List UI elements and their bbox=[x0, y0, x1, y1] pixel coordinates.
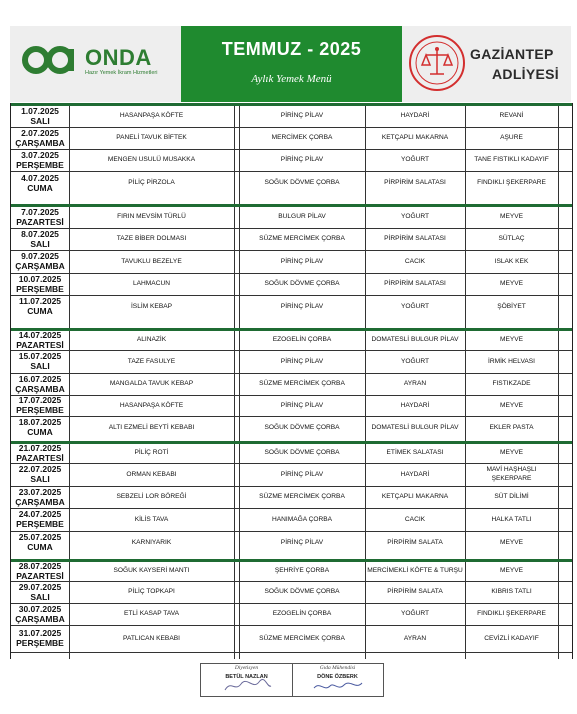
dessert-cell: İRMİK HELVASI bbox=[487, 357, 536, 365]
weekday-text: CUMA bbox=[27, 306, 53, 316]
menu-row bbox=[11, 603, 572, 625]
menu-table bbox=[10, 103, 573, 659]
date-cell bbox=[11, 296, 69, 318]
date-cell bbox=[11, 251, 69, 273]
main-dish-cell: KİLİS TAVA bbox=[134, 515, 169, 523]
date-cell bbox=[11, 626, 69, 652]
side-dish-cell: DOMATESLİ BULGUR PİLAV bbox=[371, 336, 459, 344]
weekday-text: PAZARTESİ bbox=[16, 452, 64, 463]
institution-subname: ADLİYESİ bbox=[492, 66, 559, 82]
soup-or-side-cell: PİRİNÇ PİLAV bbox=[280, 112, 324, 120]
menu-row bbox=[11, 171, 572, 195]
weekday-text: ÇARŞAMBA bbox=[15, 496, 65, 507]
menu-row bbox=[11, 395, 572, 416]
date-cell bbox=[11, 464, 69, 486]
weekday-text: ÇARŞAMBA bbox=[15, 261, 65, 271]
soup-or-side-cell: PİRİNÇ PİLAV bbox=[280, 257, 324, 265]
weekday-text: PERŞEMBE bbox=[16, 405, 64, 415]
dessert-cell: MEYVE bbox=[499, 567, 524, 575]
weekday-text: PERŞEMBE bbox=[16, 159, 64, 170]
menu-row bbox=[11, 127, 572, 149]
menu-row bbox=[11, 103, 572, 127]
soup-or-side-cell: SOĞUK DÖVME ÇORBA bbox=[264, 280, 340, 288]
page-subtitle: Aylık Yemek Menü bbox=[251, 73, 332, 85]
menu-row bbox=[11, 508, 572, 531]
main-dish-cell: ALINAZİK bbox=[136, 336, 167, 344]
date-text: 24.07.2025 bbox=[18, 509, 62, 520]
date-cell bbox=[11, 487, 69, 508]
menu-row bbox=[11, 204, 572, 228]
side-dish-cell: AYRAN bbox=[403, 380, 427, 388]
signature-name: DÖNE ÖZBERK bbox=[317, 674, 358, 680]
date-text: 10.07.2025 bbox=[18, 273, 62, 284]
soup-or-side-cell: SOĞUK DÖVME ÇORBA bbox=[264, 449, 340, 457]
side-dish-cell: YOĞURT bbox=[400, 213, 430, 221]
company-name: ONDA bbox=[85, 45, 152, 70]
dessert-cell: CEVİZLİ KADAYIF bbox=[484, 634, 539, 642]
main-dish-cell: MENGEN USULÜ MUSAKKA bbox=[107, 156, 196, 164]
side-dish-cell: HAYDARİ bbox=[400, 112, 430, 120]
title-panel bbox=[181, 26, 402, 102]
side-dish-cell: KETÇAPLI MAKARNA bbox=[381, 134, 449, 142]
side-dish-cell: MERCİMEKLİ KÖFTE & TURŞU bbox=[367, 567, 463, 575]
side-dish-cell: HAYDARİ bbox=[400, 470, 430, 478]
soup-or-side-cell: PİRİNÇ PİLAV bbox=[280, 156, 324, 164]
dessert-cell: SÜT DİLİMİ bbox=[494, 493, 529, 501]
date-text: 1.07.2025 bbox=[21, 105, 59, 116]
date-cell bbox=[11, 532, 69, 554]
menu-row bbox=[11, 441, 572, 463]
date-text: 7.07.2025 bbox=[21, 206, 59, 217]
weekday-text: PAZARTESİ bbox=[16, 570, 64, 581]
dessert-cell: KIBRIS TATLI bbox=[491, 588, 532, 596]
menu-row bbox=[11, 250, 572, 273]
date-text: 9.07.2025 bbox=[21, 251, 59, 262]
date-text: 23.07.2025 bbox=[18, 486, 62, 497]
main-dish-cell: HASANPAŞA KÖFTE bbox=[119, 112, 184, 120]
weekday-text: ÇARŞAMBA bbox=[15, 613, 65, 624]
date-cell bbox=[11, 351, 69, 373]
date-text: 4.07.2025 bbox=[21, 172, 59, 183]
handwritten-signature-icon bbox=[219, 678, 275, 694]
date-cell bbox=[11, 417, 69, 439]
dessert-cell: FINDIKLI ŞEKERPARE bbox=[477, 179, 546, 187]
menu-row bbox=[11, 416, 572, 439]
menu-row bbox=[11, 559, 572, 581]
onda-logo-icon bbox=[20, 44, 90, 76]
company-tagline: Hazır Yemek İkram Hizmetleri bbox=[85, 70, 158, 76]
main-dish-cell: MANGALDA TAVUK KEBAP bbox=[109, 380, 194, 388]
justice-seal-icon bbox=[408, 34, 466, 92]
weekday-text: PERŞEMBE bbox=[16, 638, 64, 648]
handwritten-signature-icon bbox=[310, 678, 366, 694]
weekday-text: ÇARŞAMBA bbox=[15, 137, 65, 148]
page-title: TEMMUZ - 2025 bbox=[221, 39, 362, 59]
main-dish-cell: FIRIN MEVSİM TÜRLÜ bbox=[117, 213, 186, 221]
side-dish-cell: PİRPİRİM SALATA bbox=[387, 538, 443, 546]
side-dish-cell: ETİMEK SALATASI bbox=[386, 449, 444, 457]
date-cell bbox=[11, 229, 69, 250]
side-dish-cell: AYRAN bbox=[403, 634, 427, 642]
dietitian-signature bbox=[201, 664, 293, 696]
soup-or-side-cell: SÜZME MERCİMEK ÇORBA bbox=[259, 493, 345, 501]
main-dish-cell: ETLİ KASAP TAVA bbox=[123, 610, 180, 618]
food-engineer-signature bbox=[292, 664, 383, 696]
weekday-text: CUMA bbox=[27, 182, 53, 193]
date-cell bbox=[11, 274, 69, 295]
signature-box bbox=[200, 663, 384, 697]
dessert-cell: SÜTLAÇ bbox=[498, 235, 525, 243]
dessert-cell: ISLAK KEK bbox=[494, 257, 529, 265]
date-cell bbox=[11, 562, 69, 581]
main-dish-cell: TAZE FASULYE bbox=[127, 357, 176, 365]
dessert-cell: MEYVE bbox=[499, 336, 524, 344]
weekday-text: PERŞEMBE bbox=[16, 283, 64, 294]
date-cell bbox=[11, 150, 69, 171]
side-dish-cell: PİRPİRİM SALATASI bbox=[384, 179, 446, 187]
side-dish-cell: PİRPİRİM SALATASI bbox=[384, 280, 446, 288]
date-text: 28.07.2025 bbox=[18, 560, 62, 571]
main-dish-cell: ALTI EZMELİ BEYTİ KEBABI bbox=[108, 423, 195, 431]
menu-row bbox=[11, 373, 572, 395]
soup-or-side-cell: HANIMAĞA ÇORBA bbox=[271, 515, 333, 523]
menu-row bbox=[11, 463, 572, 486]
weekday-text: PAZARTESİ bbox=[16, 339, 64, 350]
dessert-cell: TANE FISTIKLI KADAYIF bbox=[474, 156, 549, 164]
soup-or-side-cell: PİRİNÇ PİLAV bbox=[280, 470, 324, 478]
menu-row bbox=[11, 149, 572, 171]
weekday-text: CUMA bbox=[27, 427, 53, 437]
menu-header bbox=[10, 26, 571, 102]
soup-or-side-cell: SOĞUK DÖVME ÇORBA bbox=[264, 588, 340, 596]
date-text: 21.07.2025 bbox=[18, 442, 62, 453]
main-dish-cell: PANELİ TAVUK BİFTEK bbox=[116, 134, 187, 142]
dessert-cell: MEYVE bbox=[499, 280, 524, 288]
soup-or-side-cell: SOĞUK DÖVME ÇORBA bbox=[264, 179, 340, 187]
main-dish-cell: TAZE BİBER DOLMASI bbox=[116, 235, 187, 243]
date-cell bbox=[11, 509, 69, 531]
menu-row bbox=[11, 581, 572, 603]
main-dish-cell: SOĞUK KAYSERİ MANTI bbox=[113, 567, 190, 575]
date-cell bbox=[11, 374, 69, 395]
soup-or-side-cell: PİRİNÇ PİLAV bbox=[280, 538, 324, 546]
side-dish-cell: KETÇAPLI MAKARNA bbox=[381, 493, 449, 501]
dessert-cell: MAVİ HAŞHAŞLI ŞEKERPARE bbox=[486, 466, 537, 482]
date-text: 11.07.2025 bbox=[18, 296, 62, 307]
date-text: 29.07.2025 bbox=[18, 581, 62, 592]
dessert-cell: MEYVE bbox=[499, 449, 524, 457]
soup-or-side-cell: PİRİNÇ PİLAV bbox=[280, 357, 324, 365]
weekday-text: CUMA bbox=[27, 542, 53, 552]
date-text: 18.07.2025 bbox=[18, 417, 62, 428]
date-text: 15.07.2025 bbox=[18, 351, 62, 362]
soup-or-side-cell: BULGUR PİLAV bbox=[278, 213, 326, 221]
date-text: 17.07.2025 bbox=[18, 395, 62, 406]
menu-row bbox=[11, 531, 572, 554]
side-dish-cell: YOĞURT bbox=[400, 610, 430, 618]
soup-or-side-cell: EZOGELİN ÇORBA bbox=[272, 336, 332, 344]
date-cell bbox=[11, 604, 69, 625]
main-dish-cell: İSLİM KEBAP bbox=[130, 302, 173, 310]
main-dish-cell: HASANPAŞA KÖFTE bbox=[119, 401, 184, 409]
date-text: 3.07.2025 bbox=[21, 149, 59, 160]
main-dish-cell: PİLİÇ ROTİ bbox=[134, 449, 169, 457]
weekday-text: SALI bbox=[30, 474, 50, 484]
menu-row bbox=[11, 273, 572, 295]
signature-role: Gıda Mühendisi bbox=[319, 665, 356, 671]
dessert-cell: MEYVE bbox=[499, 213, 524, 221]
dessert-cell: HALKA TATLI bbox=[491, 515, 532, 523]
menu-row bbox=[11, 486, 572, 508]
date-cell bbox=[11, 106, 69, 127]
weekday-text: SALI bbox=[30, 115, 50, 126]
signature-role: Diyetisyen bbox=[234, 665, 259, 671]
company-logo-panel bbox=[10, 26, 181, 102]
date-cell bbox=[11, 128, 69, 149]
main-dish-cell: LAHMACUN bbox=[132, 280, 170, 288]
date-text: 14.07.2025 bbox=[18, 329, 62, 340]
side-dish-cell: YOĞURT bbox=[400, 357, 430, 365]
side-dish-cell: DOMATESLİ BULGUR PİLAV bbox=[371, 423, 459, 431]
date-cell bbox=[11, 172, 69, 195]
menu-row bbox=[11, 228, 572, 250]
side-dish-cell: CACIK bbox=[404, 257, 426, 265]
main-dish-cell: PATLICAN KEBABI bbox=[123, 634, 180, 642]
institution-name: GAZİANTEP bbox=[470, 46, 554, 62]
main-dish-cell: KARNIYARIK bbox=[131, 538, 172, 546]
dessert-cell: ŞÖBİYET bbox=[497, 302, 526, 310]
side-dish-cell: YOĞURT bbox=[400, 156, 430, 164]
dessert-cell: AŞURE bbox=[500, 134, 523, 142]
date-text: 2.07.2025 bbox=[21, 127, 59, 138]
date-cell bbox=[11, 207, 69, 228]
date-text: 16.07.2025 bbox=[18, 373, 62, 384]
date-text: 22.07.2025 bbox=[18, 464, 62, 475]
date-text: 30.07.2025 bbox=[18, 603, 62, 614]
weekday-text: SALI bbox=[30, 591, 50, 602]
main-dish-cell: SEBZELİ LOR BÖREĞİ bbox=[116, 493, 187, 501]
dessert-cell: REVANİ bbox=[499, 112, 524, 120]
main-dish-cell: PİLİÇ PİRZOLA bbox=[128, 179, 175, 187]
date-cell bbox=[11, 396, 69, 416]
date-text: 8.07.2025 bbox=[21, 228, 59, 239]
main-dish-cell: PİLİÇ TOPKAPI bbox=[128, 588, 175, 596]
date-cell bbox=[11, 444, 69, 463]
dessert-cell: MEYVE bbox=[499, 538, 524, 546]
soup-or-side-cell: SÜZME MERCİMEK ÇORBA bbox=[259, 634, 345, 642]
menu-row bbox=[11, 625, 572, 653]
side-dish-cell: PİRPİRİM SALATA bbox=[387, 588, 443, 596]
date-text: 31.07.2025 bbox=[18, 628, 62, 639]
main-dish-cell: ORMAN KEBABI bbox=[126, 470, 177, 478]
side-dish-cell: CACIK bbox=[404, 515, 426, 523]
weekday-text: PAZARTESİ bbox=[16, 216, 64, 227]
soup-or-side-cell: EZOGELİN ÇORBA bbox=[272, 610, 332, 618]
soup-or-side-cell: SÜZME MERCİMEK ÇORBA bbox=[259, 235, 345, 243]
date-cell bbox=[11, 331, 69, 350]
side-dish-cell: YOĞURT bbox=[400, 302, 430, 310]
signature-name: BETÜL NAZLAN bbox=[225, 674, 268, 680]
dessert-cell: FINDIKLI ŞEKERPARE bbox=[477, 610, 546, 618]
date-cell bbox=[11, 582, 69, 603]
side-dish-cell: PİRPİRİM SALATASI bbox=[384, 235, 446, 243]
date-text: 25.07.2025 bbox=[18, 532, 62, 543]
side-dish-cell: HAYDARİ bbox=[400, 401, 430, 409]
soup-or-side-cell: ŞEHRİYE ÇORBA bbox=[274, 567, 330, 575]
weekday-text: SALI bbox=[30, 238, 50, 249]
menu-row bbox=[11, 328, 572, 350]
soup-or-side-cell: PİRİNÇ PİLAV bbox=[280, 302, 324, 310]
dessert-cell: MEYVE bbox=[499, 401, 524, 409]
menu-row bbox=[11, 350, 572, 373]
soup-or-side-cell: PİRİNÇ PİLAV bbox=[280, 401, 324, 409]
dessert-cell: EKLER PASTA bbox=[489, 423, 534, 431]
dessert-cell: FISTIKZADE bbox=[492, 380, 531, 388]
institution-panel bbox=[402, 26, 571, 102]
weekday-text: SALI bbox=[30, 361, 50, 371]
weekday-text: ÇARŞAMBA bbox=[15, 383, 65, 394]
main-dish-cell: TAVUKLU BEZELYE bbox=[121, 257, 182, 265]
weekday-text: PERŞEMBE bbox=[16, 519, 64, 529]
soup-or-side-cell: SOĞUK DÖVME ÇORBA bbox=[264, 423, 340, 431]
menu-row bbox=[11, 295, 572, 318]
soup-or-side-cell: SÜZME MERCİMEK ÇORBA bbox=[259, 380, 345, 388]
soup-or-side-cell: MERCİMEK ÇORBA bbox=[271, 134, 333, 142]
